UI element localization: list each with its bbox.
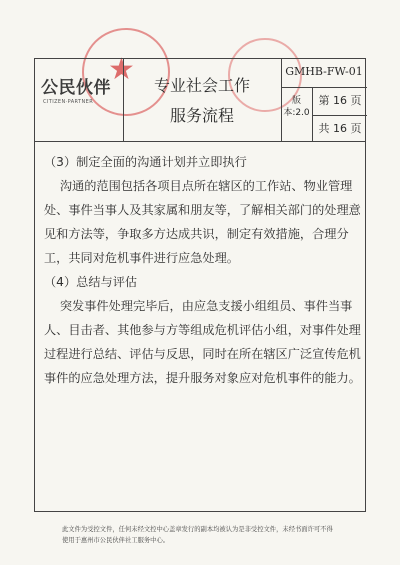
title-cell	[123, 59, 282, 141]
section-paragraph-4: 突发事件处理完毕后，由应急支援小组组员、事件当事人、目击者、其他参与方等组成危机评估小组，对事件处理过程进行总结、评估与反思，同时在所在辖区广泛宣传危机事件的应急处理方法，提升服务对象应对危机事件的能力。	[44, 299, 361, 385]
document-footer	[62, 524, 362, 546]
section-paragraph-3: 沟通的范围包括各项目点所在辖区的工作站、物业管理处、事件当事人及其家属和朋友等，了解相关部门的处理意见和方法等，争取多方达成共识，制定有效措施，合理分工，共同对危机事件进行应急处理。	[44, 179, 361, 265]
page-total: 共 16 页	[318, 122, 362, 135]
meta-cell	[281, 59, 367, 141]
section-heading-4: （4）总结与评估	[44, 275, 138, 289]
footer-line-2: 使用于惠州市公民伙伴社工服务中心。	[62, 537, 170, 544]
page-divider	[312, 115, 367, 116]
document-code: GMHB-FW-01	[285, 65, 363, 78]
page-number: 第 16 页	[318, 94, 362, 107]
footer-line-1: 此文件为受控文件，任何未经文控中心盖章发行的副本均被认为是非受控文件，未经书面许可不得	[62, 526, 333, 533]
meta-divider	[281, 87, 367, 88]
version-label: 版本:2.0	[283, 96, 310, 118]
section-heading-3: （3）制定全面的沟通计划并立即执行	[44, 155, 247, 169]
document-header	[34, 58, 366, 142]
star-seal-icon: ★	[108, 52, 135, 87]
document-title-line2: 服务流程	[169, 106, 234, 125]
logo-cell	[35, 59, 124, 141]
document-title-line1: 专业社会工作	[153, 76, 250, 95]
org-logo: 公民伙伴	[41, 78, 111, 98]
meta-vertical-divider	[312, 87, 313, 141]
org-logo-subtitle: CITIZEN·PARTNER	[43, 99, 94, 105]
